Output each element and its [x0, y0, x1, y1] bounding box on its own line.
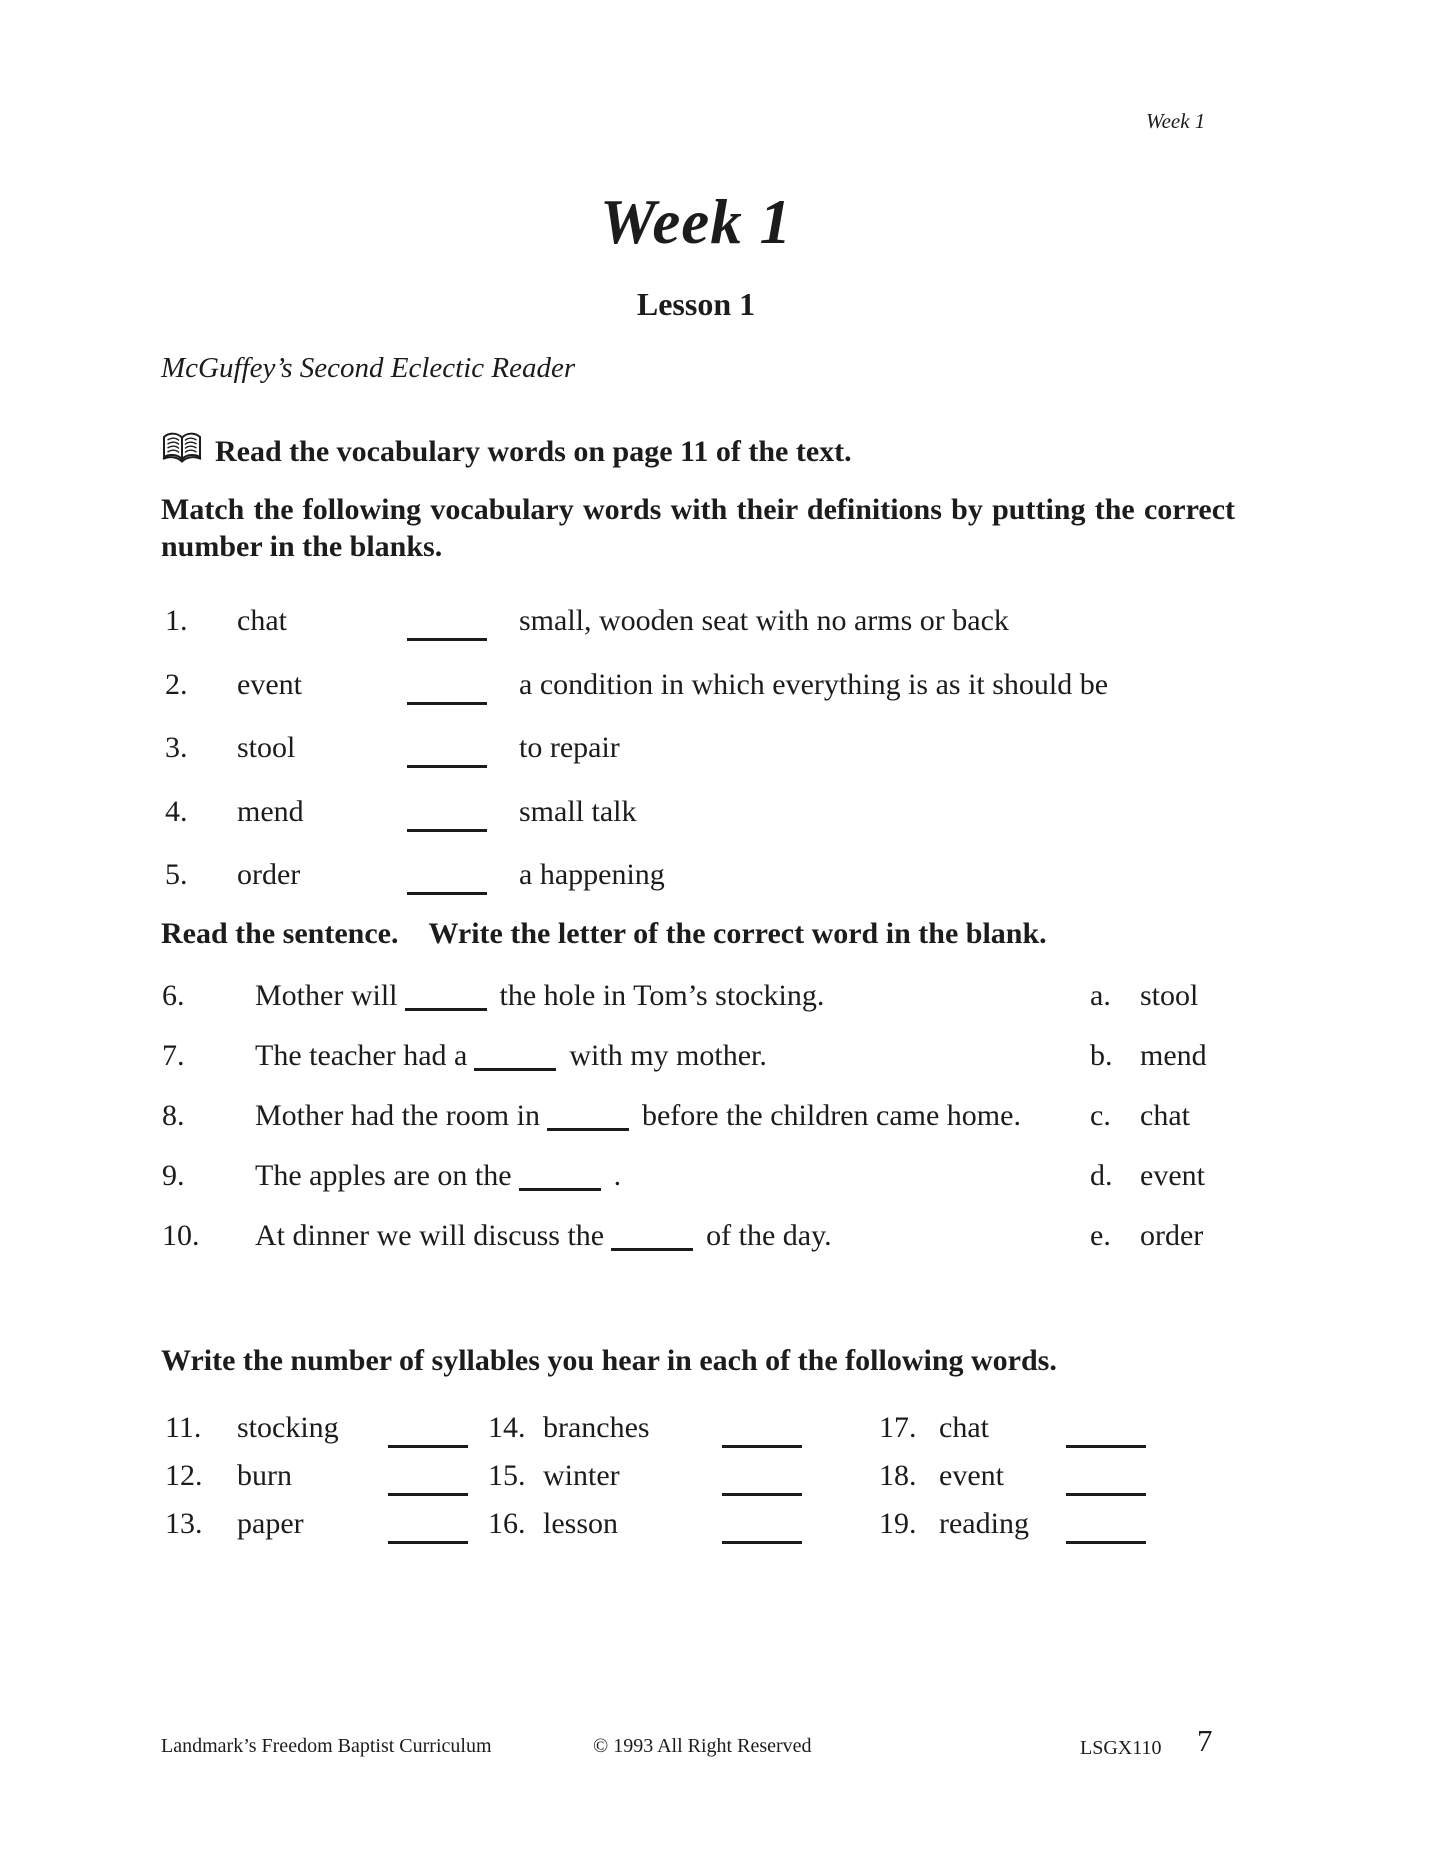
item-number: 1.: [165, 604, 188, 637]
answer-blank: [722, 1515, 802, 1544]
item-number: 3.: [165, 731, 188, 764]
syllable-word: paper: [237, 1507, 304, 1540]
answer-blank: [1066, 1515, 1146, 1544]
syllable-word: branches: [543, 1411, 650, 1444]
vocab-word: stool: [237, 731, 296, 764]
item-number: 15.: [488, 1459, 526, 1492]
choice-letter: c.: [1090, 1099, 1111, 1132]
item-number: 17.: [879, 1411, 917, 1444]
sentence-item: [0, 979, 1445, 1023]
choice-letter: e.: [1090, 1219, 1111, 1252]
footer-copyright: © 1993 All Right Reserved: [593, 1735, 812, 1757]
choice-word: chat: [1140, 1099, 1190, 1132]
choice-letter: b.: [1090, 1039, 1113, 1072]
sentence-before: At dinner we will discuss the: [255, 1219, 605, 1252]
sentence-after: before the children came home.: [641, 1099, 1021, 1132]
item-number: 7.: [162, 1039, 185, 1072]
item-number: 10.: [162, 1219, 200, 1252]
running-header: Week 1: [1146, 109, 1206, 133]
answer-blank: [407, 803, 487, 832]
answer-blank: [1066, 1419, 1146, 1448]
answer-blank: [722, 1467, 802, 1496]
answer-blank: [1066, 1467, 1146, 1496]
vocab-word: chat: [237, 604, 287, 637]
sentence-before: Mother had the room in: [255, 1099, 540, 1132]
syllable-row: [0, 1459, 1445, 1501]
syllable-word: burn: [237, 1459, 292, 1492]
syllable-word: reading: [939, 1507, 1029, 1540]
sentence-item: [0, 1039, 1445, 1083]
syllable-word: winter: [543, 1459, 620, 1492]
reader-source: McGuffey’s Second Eclectic Reader: [161, 352, 576, 384]
item-number: 8.: [162, 1099, 185, 1132]
item-number: 9.: [162, 1159, 185, 1192]
sentence-before: The teacher had a: [255, 1039, 468, 1072]
item-number: 18.: [879, 1459, 917, 1492]
sentence-after: .: [613, 1159, 622, 1192]
sentence-text: [255, 979, 824, 1013]
answer-blank: [405, 982, 487, 1011]
item-number: 5.: [165, 858, 188, 891]
answer-blank: [388, 1419, 468, 1448]
answer-blank: [407, 739, 487, 768]
answer-blank: [474, 1042, 556, 1071]
sentence-before: Mother will: [255, 979, 398, 1012]
matching-item: [0, 795, 1445, 835]
read-instruction-text: Read the vocabulary words on page 11 of the text.: [215, 435, 852, 468]
matching-item: [0, 668, 1445, 708]
answer-blank: [388, 1515, 468, 1544]
answer-blank: [611, 1222, 693, 1251]
choice-word: mend: [1140, 1039, 1207, 1072]
item-number: 16.: [488, 1507, 526, 1540]
sentence-text: [255, 1039, 767, 1073]
matching-item: [0, 858, 1445, 898]
item-number: 6.: [162, 979, 185, 1012]
sentence-after: of the day.: [706, 1219, 832, 1252]
definition-text: to repair: [519, 731, 620, 764]
syllable-word: stocking: [237, 1411, 339, 1444]
syllable-word: chat: [939, 1411, 989, 1444]
sentence-item: [0, 1219, 1445, 1263]
matching-item: [0, 604, 1445, 644]
definition-text: a happening: [519, 858, 665, 891]
page-number: 7: [1197, 1723, 1213, 1758]
answer-blank: [388, 1467, 468, 1496]
sentence-instruction: Read the sentence. Write the letter of the correct word in the blank.: [161, 917, 1047, 950]
item-number: 12.: [165, 1459, 203, 1492]
choice-letter: a.: [1090, 979, 1111, 1012]
syllable-word: lesson: [543, 1507, 618, 1540]
sentence-text: [255, 1099, 1021, 1133]
lesson-title: Lesson 1: [636, 286, 756, 322]
sentence-before: The apples are on the: [255, 1159, 512, 1192]
answer-blank: [547, 1102, 629, 1131]
answer-blank: [407, 612, 487, 641]
sentence-after: with my mother.: [569, 1039, 767, 1072]
definition-text: small talk: [519, 795, 637, 828]
vocab-word: mend: [237, 795, 304, 828]
item-number: 19.: [879, 1507, 917, 1540]
item-number: 2.: [165, 668, 188, 701]
choice-word: order: [1140, 1219, 1204, 1252]
sentence-item: [0, 1159, 1445, 1203]
vocab-word: order: [237, 858, 301, 891]
page-title: Week 1: [599, 187, 793, 257]
syllable-row: [0, 1507, 1445, 1549]
footer-code: LSGX110: [1080, 1737, 1162, 1759]
answer-blank: [519, 1162, 601, 1191]
definition-text: a condition in which everything is as it should be: [519, 668, 1109, 701]
read-instruction: [161, 430, 852, 474]
answer-blank: [407, 866, 487, 895]
vocab-word: event: [237, 668, 302, 701]
answer-blank: [407, 676, 487, 705]
item-number: 14.: [488, 1411, 526, 1444]
sentence-after: the hole in Tom’s stocking.: [499, 979, 825, 1012]
syllable-row: [0, 1411, 1445, 1453]
sentence-item: [0, 1099, 1445, 1143]
match-instruction: Match the following vocabulary words with their definitions by putting the correct number in the blanks.: [161, 493, 1235, 563]
choice-word: event: [1140, 1159, 1205, 1192]
open-book-icon: [161, 430, 203, 474]
choice-letter: d.: [1090, 1159, 1113, 1192]
sentence-text: [255, 1219, 832, 1253]
sentence-text: [255, 1159, 621, 1193]
syllable-word: event: [939, 1459, 1004, 1492]
item-number: 11.: [165, 1411, 202, 1444]
answer-blank: [722, 1419, 802, 1448]
definition-text: small, wooden seat with no arms or back: [519, 604, 1009, 637]
footer-publisher: Landmark’s Freedom Baptist Curriculum: [161, 1735, 492, 1757]
matching-item: [0, 731, 1445, 771]
item-number: 13.: [165, 1507, 203, 1540]
syllables-instruction: Write the number of syllables you hear in each of the following words.: [161, 1344, 1057, 1377]
choice-word: stool: [1140, 979, 1199, 1012]
item-number: 4.: [165, 795, 188, 828]
